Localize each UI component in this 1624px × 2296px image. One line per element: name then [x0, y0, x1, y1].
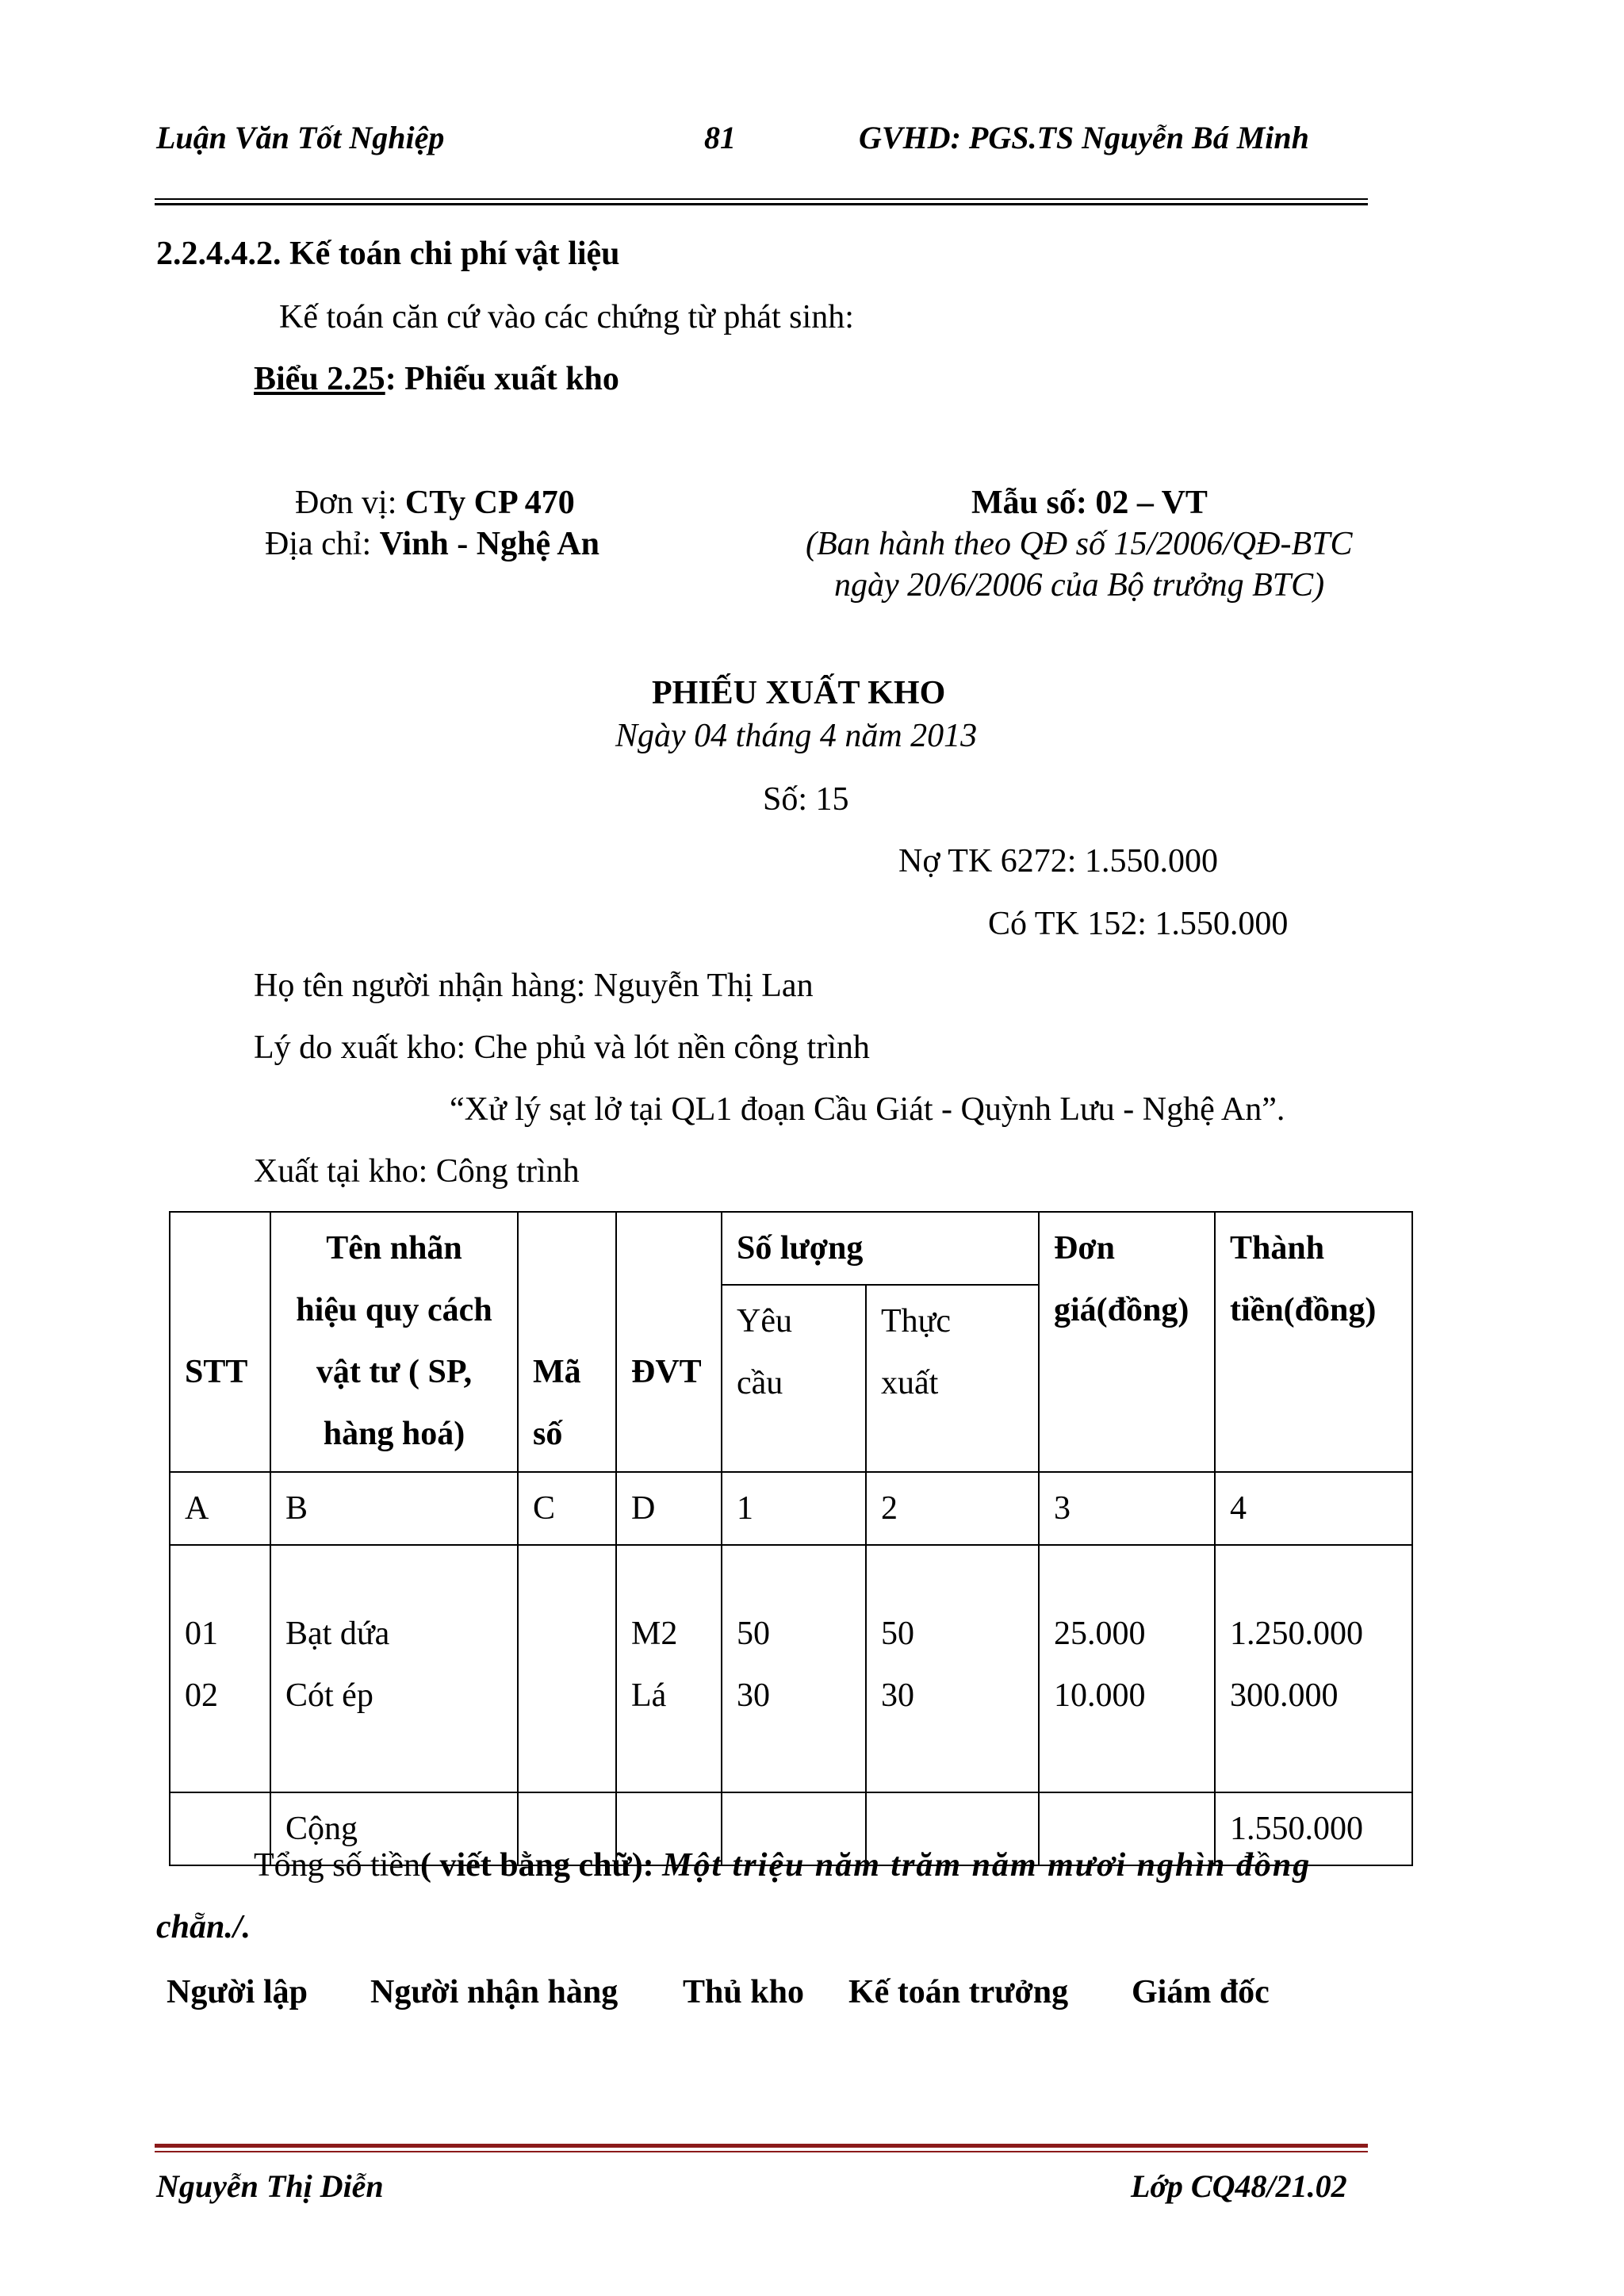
header-rule — [155, 198, 1368, 205]
col-header-amount-line: Thành — [1230, 1230, 1325, 1267]
col-code: C — [518, 1472, 616, 1545]
signature-chief-accountant: Kế toán trưởng — [848, 1974, 1069, 2010]
signature-receiver: Người nhận hàng — [370, 1974, 619, 2010]
cell-amount-value: 1.250.000 — [1230, 1616, 1364, 1652]
cell-price-value: 25.000 — [1054, 1616, 1146, 1652]
org-address — [265, 525, 599, 563]
col-header-stt: STT — [170, 1212, 270, 1472]
cell-code — [518, 1545, 616, 1792]
signature-storekeeper: Thủ kho — [683, 1974, 804, 2010]
form-note-2: ngày 20/6/2006 của Bộ trưởng BTC) — [834, 567, 1325, 604]
cell-unit — [616, 1545, 722, 1792]
col-header-name — [270, 1212, 518, 1472]
voucher-title: PHIẾU XUẤT KHO — [652, 675, 946, 711]
project-name: “Xử lý sạt lở tại QL1 đoạn Cầu Giát - Quỳnh Lưu - Nghệ An”. — [450, 1091, 1285, 1128]
cell-qty-req-value: 50 — [737, 1616, 770, 1652]
col-header-qty-requested — [722, 1285, 866, 1472]
footer-class: Lớp CQ48/21.02 — [1131, 2168, 1347, 2204]
col-header-name-line: vật tư ( SP, — [316, 1354, 473, 1390]
cell-name-value: Bạt dứa — [285, 1616, 390, 1652]
signature-preparer: Người lập — [167, 1974, 308, 2010]
cell-stt — [170, 1545, 270, 1792]
col-header-qty-actual — [866, 1285, 1039, 1472]
warehouse: Xuất tại kho: Công trình — [254, 1153, 580, 1190]
col-code: 4 — [1215, 1472, 1412, 1545]
cell-stt-value: 02 — [185, 1677, 218, 1714]
form-number: Mẫu số: 02 – VT — [971, 485, 1208, 521]
signature-director: Giám đốc — [1132, 1974, 1270, 2010]
col-code: A — [170, 1472, 270, 1545]
debit-account: Nợ TK 6272: 1.550.000 — [898, 843, 1218, 880]
credit-account: Có TK 152: 1.550.000 — [988, 906, 1289, 942]
org-unit — [295, 484, 575, 522]
cell-amount-value: 300.000 — [1230, 1677, 1339, 1714]
col-header-qty-act-line: xuất — [881, 1365, 939, 1401]
voucher-date: Ngày 04 tháng 4 năm 2013 — [615, 718, 978, 754]
col-header-amount — [1215, 1212, 1412, 1472]
footer-rule — [155, 2144, 1368, 2148]
amount-words-value: Một triệu năm trăm năm mươi nghìn đồng — [662, 1847, 1312, 1884]
figure-caption — [254, 360, 619, 398]
org-address-value: Vinh - Nghệ An — [379, 526, 599, 562]
col-code: 3 — [1039, 1472, 1215, 1545]
col-header-code-line: Mã — [533, 1354, 581, 1390]
voucher-table — [169, 1211, 1413, 1866]
caption-text: : Phiếu xuất kho — [385, 361, 619, 397]
footer-rule-thin — [155, 2151, 1368, 2152]
total-amount: 1.550.000 — [1215, 1792, 1412, 1865]
col-header-qty-act-line: Thực — [881, 1303, 952, 1340]
total-label: Cộng — [270, 1792, 518, 1865]
amount-words-label-bold: ( viết bằng chữ): — [419, 1847, 663, 1884]
col-code: D — [616, 1472, 722, 1545]
issue-reason: Lý do xuất kho: Che phủ và lót nền công trình — [254, 1029, 870, 1066]
table-row — [170, 1545, 1412, 1792]
col-header-unit: ĐVT — [616, 1212, 722, 1472]
col-code: 1 — [722, 1472, 866, 1545]
receiver-name: Họ tên người nhận hàng: Nguyễn Thị Lan — [254, 968, 814, 1004]
cell-unit-value: Lá — [631, 1677, 667, 1714]
org-unit-value: CTy CP 470 — [404, 485, 575, 521]
col-header-code-line: số — [533, 1416, 563, 1452]
voucher-number: Số: 15 — [763, 781, 849, 818]
header-page-number: 81 — [704, 120, 736, 155]
cell-price-value: 10.000 — [1054, 1677, 1146, 1714]
amount-words-label: Tổng số tiền — [254, 1847, 420, 1884]
cell-price — [1039, 1545, 1215, 1792]
col-header-name-line: hàng hoá) — [323, 1416, 465, 1452]
cell-name-value: Cót ép — [285, 1677, 373, 1714]
col-code: B — [270, 1472, 518, 1545]
cell-qty-requested — [722, 1545, 866, 1792]
section-intro: Kế toán căn cứ vào các chứng từ phát sinh: — [279, 299, 854, 335]
cell-name — [270, 1545, 518, 1792]
col-header-qty-req-line: cầu — [737, 1365, 783, 1401]
header-title: Luận Văn Tốt Nghiệp — [156, 120, 445, 155]
cell-stt-value: 01 — [185, 1616, 218, 1652]
col-code: 2 — [866, 1472, 1039, 1545]
amount-in-words — [254, 1846, 1311, 1884]
cell-qty-actual — [866, 1545, 1039, 1792]
org-address-label: Địa chỉ: — [265, 526, 380, 562]
amount-words-value-cont: chẵn./. — [156, 1909, 251, 1945]
cell-amount — [1215, 1545, 1412, 1792]
col-header-price-line: Đơn — [1054, 1230, 1115, 1267]
col-header-name-line: hiệu quy cách — [296, 1292, 492, 1328]
caption-label: Biểu 2.25 — [254, 361, 385, 397]
col-header-quantity: Số lượng — [722, 1212, 1039, 1285]
col-header-code — [518, 1212, 616, 1472]
col-header-qty-req-line: Yêu — [737, 1303, 792, 1340]
col-header-amount-line: tiền(đồng) — [1230, 1292, 1377, 1328]
section-heading: 2.2.4.4.2. Kế toán chi phí vật liệu — [156, 236, 620, 272]
form-note-1: (Ban hành theo QĐ số 15/2006/QĐ-BTC — [806, 526, 1353, 562]
col-header-price — [1039, 1212, 1215, 1472]
col-header-price-line: giá(đồng) — [1054, 1292, 1189, 1328]
header-advisor: GVHD: PGS.TS Nguyễn Bá Minh — [859, 120, 1309, 155]
cell-qty-req-value: 30 — [737, 1677, 770, 1714]
org-unit-label: Đơn vị: — [295, 485, 405, 521]
footer-author: Nguyễn Thị Diễn — [156, 2168, 384, 2204]
col-header-name-line: Tên nhãn — [326, 1230, 462, 1267]
cell-qty-act-value: 50 — [881, 1616, 914, 1652]
cell-unit-value: M2 — [631, 1616, 678, 1652]
cell-qty-act-value: 30 — [881, 1677, 914, 1714]
